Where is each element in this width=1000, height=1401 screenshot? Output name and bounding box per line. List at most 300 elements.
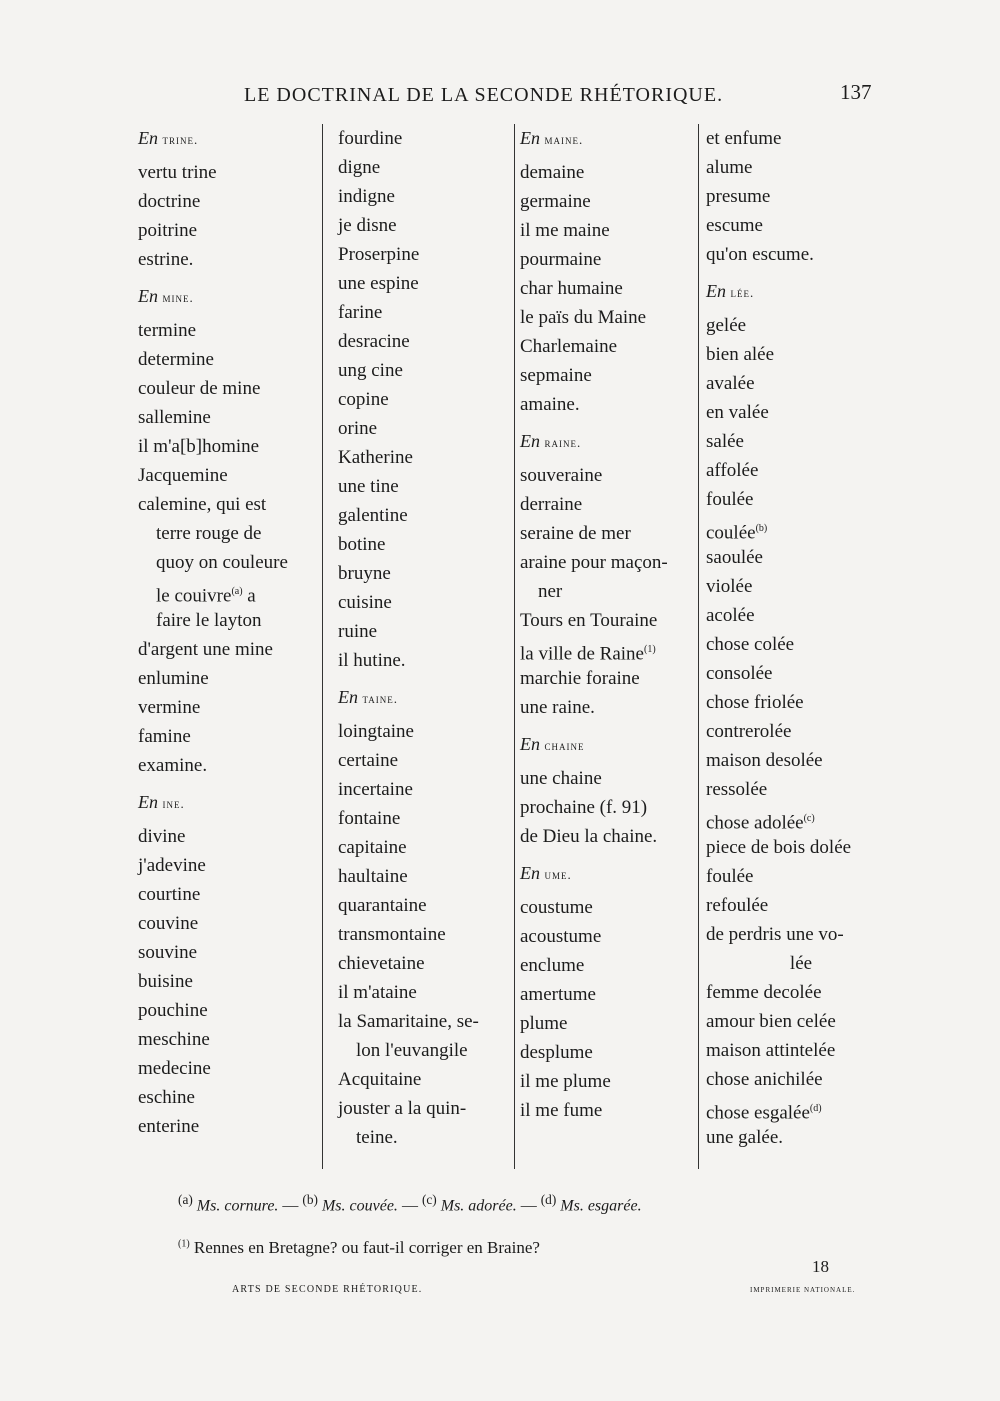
word-text: amaine. (520, 394, 580, 415)
rhyme-word (138, 751, 316, 780)
heading-rhyme: ume. (544, 867, 572, 882)
footnote-reference: (b) (755, 523, 768, 534)
rhyme-word (706, 862, 878, 891)
word-text: Acquitaine (338, 1069, 422, 1090)
rhyme-word (706, 949, 878, 978)
rhyme-word (706, 978, 878, 1007)
heading-rhyme: lée. (730, 285, 755, 300)
word-text: ung cine (338, 360, 403, 381)
rhyme-word (520, 548, 692, 577)
word-text: piece de bois dolée (706, 837, 852, 858)
word-text: enclume (520, 955, 585, 976)
word-text: termine (138, 320, 197, 341)
word-text: derraine (520, 494, 583, 515)
rhyme-word (338, 833, 510, 862)
footnote-reference: (1) (643, 644, 656, 655)
rhyme-word (706, 833, 878, 862)
rhyme-word (338, 1065, 510, 1094)
word-text: faire le layton (156, 610, 262, 631)
word-text: contrerolée (706, 721, 792, 742)
rhyme-word (338, 891, 510, 920)
footnote-mark: (a) (178, 1192, 193, 1207)
rhyme-heading (138, 124, 316, 158)
rhyme-word (706, 427, 878, 456)
word-text: acoustume (520, 926, 602, 947)
word-text: chievetaine (338, 953, 425, 974)
rhyme-word (520, 216, 692, 245)
rhyme-word (706, 182, 878, 211)
rhyme-word (706, 717, 878, 746)
rhyme-word (138, 967, 316, 996)
word-text: Tours en Touraine (520, 610, 658, 631)
word-text: quoy on couleure (156, 552, 288, 573)
word-text: Charlemaine (520, 336, 618, 357)
word-text: foulée (706, 866, 754, 887)
rhyme-word (520, 490, 692, 519)
rhyme-word (338, 617, 510, 646)
rhyme-word (706, 891, 878, 920)
word-text: ruine (338, 621, 378, 642)
rhyme-word (138, 606, 316, 635)
rhyme-word (706, 311, 878, 340)
letter-footnotes (178, 1192, 642, 1215)
word-text: bien alée (706, 344, 775, 365)
word-text: calemine, qui est (138, 494, 267, 515)
word-text: amour bien celée (706, 1011, 836, 1032)
word-text: couleur de mine (138, 378, 261, 399)
rhyme-word (338, 1094, 510, 1123)
rhyme-word (706, 1007, 878, 1036)
rhyme-word (520, 980, 692, 1009)
printer-imprint: IMPRIMERIE NATIONALE. (750, 1286, 856, 1294)
heading-rhyme: taine. (362, 691, 399, 706)
word-text: botine (338, 534, 386, 555)
rhyme-word (338, 559, 510, 588)
rhyme-word (138, 519, 316, 548)
word-text-continuation: a (242, 585, 256, 607)
word-text: qu'on escume. (706, 244, 814, 265)
word-text: la ville de Raine (520, 643, 644, 665)
footnote-text: Ms. cornure. (196, 1197, 279, 1215)
footnote-mark: (d) (540, 1192, 557, 1207)
word-text: divine (138, 826, 186, 847)
word-text: souveraine (520, 465, 603, 486)
word-text: ner (538, 581, 563, 602)
word-text: alume (706, 157, 753, 178)
rhyme-word (138, 635, 316, 664)
heading-rhyme: raine. (544, 435, 582, 450)
rhyme-word (338, 1007, 510, 1036)
heading-prefix: En (138, 128, 158, 148)
word-text: certaine (338, 750, 399, 771)
word-text: le païs du Maine (520, 307, 647, 328)
rhyme-word (706, 630, 878, 659)
rhyme-word (706, 746, 878, 775)
rhyme-word (138, 461, 316, 490)
word-text: copine (338, 389, 389, 410)
word-text: demaine (520, 162, 585, 183)
word-text: determine (138, 349, 214, 370)
word-text: d'argent une mine (138, 639, 273, 660)
word-text: coustume (520, 897, 593, 918)
word-text: de perdris une vo- (706, 924, 844, 945)
rhyme-word (338, 978, 510, 1007)
rhyme-word (706, 514, 878, 543)
rhyme-word (520, 893, 692, 922)
rhyme-word (520, 764, 692, 793)
rhyme-word (706, 543, 878, 572)
rhyme-word (138, 880, 316, 909)
rhyme-word (138, 722, 316, 751)
word-text: maison attintelée (706, 1040, 836, 1061)
word-text: char humaine (520, 278, 623, 299)
word-text: digne (338, 157, 381, 178)
word-text: il m'ataine (338, 982, 417, 1003)
rhyme-word (520, 1096, 692, 1125)
rhyme-word (520, 274, 692, 303)
word-text: coulée (706, 522, 756, 544)
rhyme-word (706, 340, 878, 369)
rhyme-word (520, 187, 692, 216)
word-text: une raine. (520, 697, 595, 718)
rhyme-word (338, 385, 510, 414)
rhyme-word (138, 216, 316, 245)
rhyme-word (338, 356, 510, 385)
word-text: chose friolée (706, 692, 804, 713)
word-text: consolée (706, 663, 773, 684)
footnote-mark: (b) (302, 1192, 318, 1207)
word-text: avalée (706, 373, 755, 394)
word-text: orine (338, 418, 378, 439)
word-text: violée (706, 576, 753, 597)
word-text: maison desolée (706, 750, 823, 771)
word-text: courtine (138, 884, 201, 905)
rhyme-word (706, 659, 878, 688)
word-text: desplume (520, 1042, 593, 1063)
word-text: saoulée (706, 547, 763, 568)
rhyme-heading (338, 683, 510, 717)
word-text: il me plume (520, 1071, 611, 1092)
word-text: eschine (138, 1087, 195, 1108)
word-text: fourdine (338, 128, 403, 149)
rhyme-word (338, 269, 510, 298)
rhyme-word (338, 1123, 510, 1152)
rhyme-word (706, 688, 878, 717)
rhyme-word (138, 345, 316, 374)
heading-prefix: En (520, 431, 540, 451)
word-text: affolée (706, 460, 759, 481)
rhyme-word (520, 245, 692, 274)
rhyme-word (338, 182, 510, 211)
rhyme-word (138, 490, 316, 519)
footnote-reference: (d) (809, 1103, 822, 1114)
word-text: lon l'euvangile (356, 1040, 468, 1061)
word-text: galentine (338, 505, 408, 526)
word-text: indigne (338, 186, 395, 207)
word-text: le couivre (156, 585, 232, 607)
rhyme-word (138, 909, 316, 938)
heading-rhyme: ine. (162, 796, 185, 811)
word-text: jouster a la quin- (338, 1098, 467, 1119)
word-text: il me fume (520, 1100, 603, 1121)
word-text: teine. (356, 1127, 398, 1148)
word-text: buisine (138, 971, 193, 992)
rhyme-word (338, 414, 510, 443)
rhyme-word (706, 240, 878, 269)
footnote-separator: — (401, 1197, 418, 1215)
word-text: terre rouge de (156, 523, 262, 544)
word-text: fontaine (338, 808, 401, 829)
word-text: haultaine (338, 866, 408, 887)
word-text: araine pour maçon- (520, 552, 668, 573)
rhyme-word (520, 1009, 692, 1038)
footnote-text: Rennes en Bretagne? ou faut-il corriger en Braine? (193, 1238, 540, 1257)
word-text: quarantaine (338, 895, 427, 916)
rhyme-word (138, 938, 316, 967)
rhyme-word (706, 153, 878, 182)
signature-mark: 18 (812, 1257, 829, 1276)
rhyme-word (706, 1123, 878, 1152)
rhyme-word (520, 635, 692, 664)
rhyme-word (706, 124, 878, 153)
rhyme-word (338, 1036, 510, 1065)
word-text: enterine (138, 1116, 200, 1137)
rhyme-word (338, 153, 510, 182)
rhyme-heading (520, 427, 692, 461)
rhyme-word (138, 664, 316, 693)
rhyme-word (138, 245, 316, 274)
word-text: sepmaine (520, 365, 592, 386)
word-text: salée (706, 431, 744, 452)
rhyme-column-3 (520, 124, 692, 1125)
rhyme-word (706, 572, 878, 601)
word-text: farine (338, 302, 383, 323)
rhyme-word (706, 775, 878, 804)
rhyme-word (338, 775, 510, 804)
word-text: enlumine (138, 668, 209, 689)
word-text: gelée (706, 315, 747, 336)
word-text: Jacquemine (138, 465, 228, 486)
rhyme-word (138, 374, 316, 403)
column-divider (514, 124, 515, 1169)
footnote-text: Ms. adorée. (440, 1197, 517, 1215)
rhyme-word (138, 996, 316, 1025)
word-text: famine (138, 726, 191, 747)
rhyme-word (520, 158, 692, 187)
word-text: prochaine (f. 91) (520, 797, 648, 818)
rhyme-word (520, 664, 692, 693)
word-text: amertume (520, 984, 596, 1005)
rhyme-heading (138, 282, 316, 316)
footnote-reference: (a) (231, 586, 243, 597)
rhyme-word (520, 693, 692, 722)
page-number: 137 (840, 80, 872, 104)
rhyme-word (138, 548, 316, 577)
rhyme-word (338, 746, 510, 775)
rhyme-word (138, 851, 316, 880)
rhyme-word (138, 1083, 316, 1112)
word-text: Proserpine (338, 244, 420, 265)
footnote-mark: (c) (421, 1192, 437, 1207)
footer-collection-title: ARTS DE SECONDE RHÉTORIQUE. (232, 1284, 423, 1295)
rhyme-word (338, 920, 510, 949)
rhyme-word (706, 456, 878, 485)
rhyme-word (138, 403, 316, 432)
word-text: de Dieu la chaine. (520, 826, 658, 847)
footnote-separator: — (520, 1197, 537, 1215)
word-text: cuisine (338, 592, 392, 613)
rhyme-word (338, 501, 510, 530)
rhyme-word (520, 1038, 692, 1067)
word-text: chose anichilée (706, 1069, 823, 1090)
word-text: femme decolée (706, 982, 822, 1003)
heading-prefix: En (520, 734, 540, 754)
heading-prefix: En (520, 128, 540, 148)
rhyme-word (138, 693, 316, 722)
footnote-text: Ms. esgarée. (560, 1197, 642, 1215)
rhyme-word (338, 862, 510, 891)
word-text: Katherine (338, 447, 413, 468)
word-text: pourmaine (520, 249, 602, 270)
word-text: chose adolée (706, 812, 804, 834)
rhyme-word (338, 327, 510, 356)
rhyme-column-4 (706, 124, 878, 1152)
rhyme-word (338, 717, 510, 746)
word-text: loingtaine (338, 721, 414, 742)
word-text: sallemine (138, 407, 211, 428)
rhyme-word (138, 316, 316, 345)
rhyme-word (138, 432, 316, 461)
word-text: couvine (138, 913, 199, 934)
rhyme-heading (520, 859, 692, 893)
word-text: marchie foraine (520, 668, 640, 689)
word-text: seraine de mer (520, 523, 631, 544)
rhyme-word (338, 804, 510, 833)
rhyme-word (520, 822, 692, 851)
footnote-text: Ms. couvée. (321, 1197, 398, 1215)
rhyme-word (706, 398, 878, 427)
rhyme-word (338, 240, 510, 269)
heading-prefix: En (138, 286, 158, 306)
word-text: il hutine. (338, 650, 406, 671)
rhyme-word (520, 332, 692, 361)
rhyme-word (520, 519, 692, 548)
rhyme-word (338, 472, 510, 501)
word-text: une espine (338, 273, 419, 294)
rhyme-word (338, 298, 510, 327)
rhyme-word (138, 577, 316, 606)
rhyme-word (706, 1065, 878, 1094)
footnote-separator: — (282, 1197, 299, 1215)
rhyme-word (520, 1067, 692, 1096)
word-text: vermine (138, 697, 201, 718)
word-text: une chaine (520, 768, 602, 789)
heading-prefix: En (520, 863, 540, 883)
word-text: et enfume (706, 128, 782, 149)
rhyme-heading (520, 730, 692, 764)
word-text: medecine (138, 1058, 211, 1079)
word-text: une tine (338, 476, 399, 497)
rhyme-word (138, 822, 316, 851)
rhyme-word (706, 211, 878, 240)
rhyme-word (706, 920, 878, 949)
column-divider (698, 124, 699, 1169)
word-text: foulée (706, 489, 754, 510)
rhyme-heading (520, 124, 692, 158)
heading-prefix: En (338, 687, 358, 707)
heading-prefix: En (706, 281, 726, 301)
word-text: bruyne (338, 563, 391, 584)
rhyme-word (138, 1054, 316, 1083)
rhyme-word (338, 588, 510, 617)
word-text: j'adevine (138, 855, 206, 876)
rhyme-word (338, 949, 510, 978)
rhyme-heading (706, 277, 878, 311)
rhyme-word (520, 577, 692, 606)
word-text: lée (789, 953, 813, 974)
word-text: meschine (138, 1029, 210, 1050)
word-text: poitrine (138, 220, 198, 241)
rhyme-word (338, 530, 510, 559)
word-text: la Samaritaine, se- (338, 1011, 479, 1032)
heading-rhyme: maine. (544, 132, 584, 147)
rhyme-word (706, 1036, 878, 1065)
rhyme-word (338, 646, 510, 675)
rhyme-word (520, 793, 692, 822)
rhyme-word (520, 606, 692, 635)
rhyme-heading (138, 788, 316, 822)
word-text: acolée (706, 605, 755, 626)
rhyme-word (706, 804, 878, 833)
column-divider (322, 124, 323, 1169)
rhyme-word (338, 124, 510, 153)
word-text: une galée. (706, 1127, 784, 1148)
word-text: plume (520, 1013, 568, 1034)
heading-prefix: En (138, 792, 158, 812)
word-text: il m'a[b]homine (138, 436, 260, 457)
rhyme-word (138, 158, 316, 187)
word-text: incertaine (338, 779, 413, 800)
rhyme-word (138, 187, 316, 216)
word-text: chose colée (706, 634, 795, 655)
rhyme-word (706, 369, 878, 398)
word-text: souvine (138, 942, 198, 963)
word-text: escume (706, 215, 763, 236)
rhyme-word (706, 485, 878, 514)
rhyme-word (520, 303, 692, 332)
word-text: examine. (138, 755, 208, 776)
rhyme-word (520, 951, 692, 980)
word-text: je disne (338, 215, 397, 236)
rhyme-word (138, 1025, 316, 1054)
rhyme-column-1 (138, 124, 316, 1141)
word-text: il me maine (520, 220, 610, 241)
word-text: transmontaine (338, 924, 446, 945)
heading-rhyme: chaine (544, 738, 585, 753)
rhyme-word (338, 211, 510, 240)
page-running-title: LE DOCTRINAL DE LA SECONDE RHÉTORIQUE. (244, 84, 724, 106)
word-text: presume (706, 186, 771, 207)
word-text: chose esgalée (706, 1102, 810, 1124)
rhyme-word (520, 461, 692, 490)
word-text: germaine (520, 191, 591, 212)
word-text: ressolée (706, 779, 768, 800)
word-text: capitaine (338, 837, 407, 858)
footnote-reference: (c) (803, 813, 815, 824)
word-text: pouchine (138, 1000, 208, 1021)
rhyme-word (520, 922, 692, 951)
word-text: refoulée (706, 895, 769, 916)
